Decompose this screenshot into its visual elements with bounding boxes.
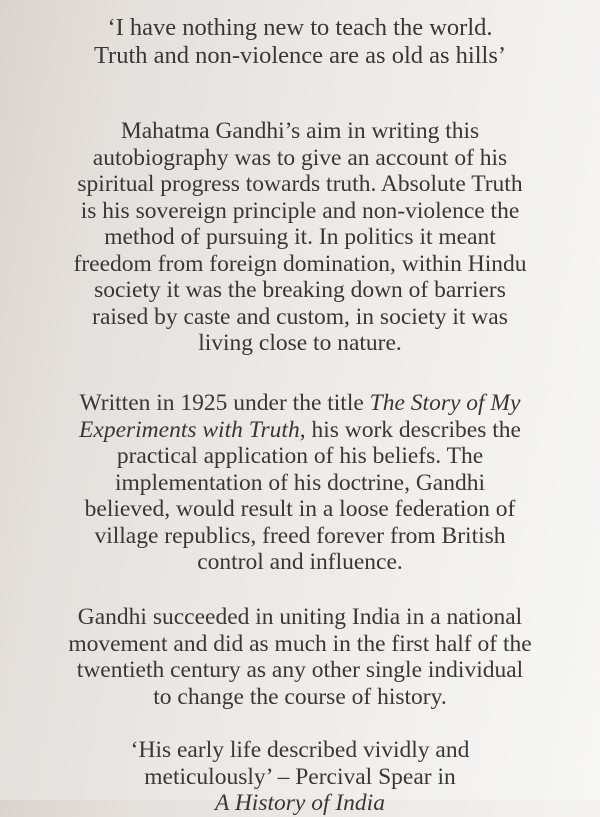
paragraph-line [0,417,600,444]
paragraph-line: twentieth century as any other single individual [76,657,524,683]
paragraph-line: control and influence. [197,549,403,575]
paragraph-line: to change the course of history. [153,683,447,710]
paragraph-line: freedom from foreign domination, within Hindu [73,250,527,277]
paragraph-text: , his work describes the [299,416,521,443]
paragraph-line: Mahatma Gandhi’s aim in writing this [120,118,480,144]
description-paragraph-1 [0,118,600,357]
review-source-title: A History of India [215,790,385,816]
description-paragraph-2 [0,390,600,576]
epigraph-line-1: ‘I have nothing new to teach the world. [107,14,493,41]
paragraph-line: living close to nature. [198,330,402,356]
epigraph-line-2: Truth and non-violence are as old as hills’ [93,41,507,69]
review-line: ‘His early life described vividly and [130,737,470,763]
paragraph-line: village republics, freed forever from British [94,522,506,549]
review-quote [0,737,600,817]
description-paragraph-3 [0,604,600,710]
book-title-italic: Experiments with Truth [79,416,300,443]
paragraph-line: autobiography was to give an account of his [92,144,508,171]
paragraph-line: method of pursuing it. In politics it meant [104,224,496,250]
paragraph-line: raised by caste and custom, in society it was [92,303,508,330]
paragraph-line: practical application of his beliefs. The [116,443,484,469]
book-title-italic: The Story of My [369,390,521,416]
paragraph-line: implementation of his doctrine, Gandhi [114,469,486,496]
paragraph-line: spiritual progress towards truth. Absolute Truth [77,171,523,197]
paragraph-line: is his sovereign principle and non-violence the [80,197,520,224]
paragraph-text: Written in 1925 under the title [79,390,370,416]
paragraph-line: society it was the breaking down of barriers [94,277,506,303]
paragraph-line: believed, would result in a loose federation of [84,496,516,522]
paragraph-line: movement and did as much in the first half of the [68,630,532,657]
epigraph-quote [0,14,600,69]
paragraph-line [0,390,600,417]
paragraph-line: Gandhi succeeded in uniting India in a national [77,604,523,630]
review-line: meticulously’ – Percival Spear in [144,763,456,790]
